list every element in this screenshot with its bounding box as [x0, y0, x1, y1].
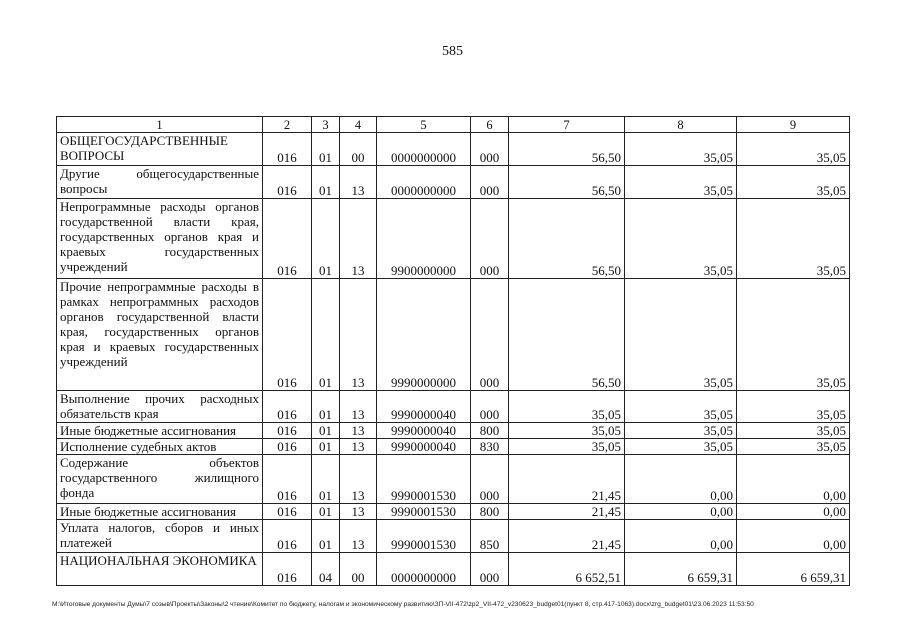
- row-c2: 016: [263, 520, 312, 553]
- header-col-1: 1: [57, 117, 263, 133]
- row-c4: 13: [340, 279, 377, 391]
- row-name: НАЦИОНАЛЬНАЯ ЭКОНОМИКА: [57, 553, 263, 586]
- page-number: 585: [442, 44, 463, 59]
- row-c9: 35,05: [737, 199, 850, 279]
- budget-table: [56, 116, 850, 586]
- row-c5: 9900000000: [377, 199, 471, 279]
- table-row: [57, 439, 850, 455]
- row-name: Уплата налогов, сборов и иных платежей: [57, 520, 263, 553]
- row-c5: 9990001530: [377, 455, 471, 504]
- row-c4: 13: [340, 199, 377, 279]
- row-c8: 35,05: [625, 423, 737, 439]
- row-name: Иные бюджетные ассигнования: [57, 504, 263, 520]
- row-c6: 800: [471, 423, 509, 439]
- header-col-7: 7: [509, 117, 625, 133]
- row-c4: 13: [340, 520, 377, 553]
- row-c6: 800: [471, 504, 509, 520]
- row-name: Иные бюджетные ассигнования: [57, 423, 263, 439]
- row-c3: 01: [312, 391, 340, 423]
- row-name: Выполнение прочих расходных обязательств края: [57, 391, 263, 423]
- row-c3: 01: [312, 133, 340, 166]
- row-c7: 56,50: [509, 166, 625, 199]
- row-c4: 13: [340, 423, 377, 439]
- row-name: Непрограммные расходы органов государственной власти края, государственных органов края и краевых государственных учреждений: [57, 199, 263, 279]
- table-row: [57, 520, 850, 553]
- row-c3: 04: [312, 553, 340, 586]
- row-c6: 000: [471, 391, 509, 423]
- row-c3: 01: [312, 423, 340, 439]
- row-c7: 56,50: [509, 199, 625, 279]
- row-c7: 21,45: [509, 504, 625, 520]
- row-c2: 016: [263, 199, 312, 279]
- row-c4: 13: [340, 391, 377, 423]
- row-c5: 9990000040: [377, 439, 471, 455]
- row-c8: 0,00: [625, 455, 737, 504]
- row-c7: 6 652,51: [509, 553, 625, 586]
- row-c2: 016: [263, 553, 312, 586]
- row-c8: 6 659,31: [625, 553, 737, 586]
- row-c3: 01: [312, 455, 340, 504]
- row-c8: 35,05: [625, 199, 737, 279]
- row-c2: 016: [263, 455, 312, 504]
- row-c2: 016: [263, 439, 312, 455]
- row-c9: 35,05: [737, 166, 850, 199]
- row-c4: 00: [340, 133, 377, 166]
- row-c6: 000: [471, 553, 509, 586]
- row-c6: 000: [471, 455, 509, 504]
- row-c9: 35,05: [737, 133, 850, 166]
- row-c9: 35,05: [737, 439, 850, 455]
- row-c7: 35,05: [509, 439, 625, 455]
- row-c8: 35,05: [625, 439, 737, 455]
- footer-file-path: M:\Итоговые документы Думы\7 созыв\Проекты\Законы\2 чтение\Комитет по бюджету, налогам и экономическому развитию\ЗП-VII-472\zp2_VII-472_v230623_budget01(пункт 8, стр.417-1063).docx\zrg_budget01\23.06.2023 11:53:50: [52, 601, 754, 608]
- row-c9: 0,00: [737, 520, 850, 553]
- row-c9: 35,05: [737, 279, 850, 391]
- row-name: Содержание объектов государственного жилищного фонда: [57, 455, 263, 504]
- header-col-9: 9: [737, 117, 850, 133]
- table-row: [57, 391, 850, 423]
- row-c5: 9990000040: [377, 391, 471, 423]
- row-name: Исполнение судебных актов: [57, 439, 263, 455]
- row-c7: 35,05: [509, 423, 625, 439]
- row-name: Другие общегосударственные вопросы: [57, 166, 263, 199]
- header-col-6: 6: [471, 117, 509, 133]
- row-c4: 00: [340, 553, 377, 586]
- row-c8: 35,05: [625, 279, 737, 391]
- row-c3: 01: [312, 166, 340, 199]
- row-c6: 850: [471, 520, 509, 553]
- row-c2: 016: [263, 391, 312, 423]
- row-c2: 016: [263, 166, 312, 199]
- table-row: [57, 199, 850, 279]
- header-col-4: 4: [340, 117, 377, 133]
- row-c2: 016: [263, 133, 312, 166]
- row-c4: 13: [340, 455, 377, 504]
- row-c7: 21,45: [509, 520, 625, 553]
- table-row: [57, 133, 850, 166]
- row-c6: 000: [471, 133, 509, 166]
- row-c4: 13: [340, 439, 377, 455]
- row-c8: 35,05: [625, 391, 737, 423]
- header-col-8: 8: [625, 117, 737, 133]
- row-c7: 35,05: [509, 391, 625, 423]
- row-c7: 21,45: [509, 455, 625, 504]
- row-name: ОБЩЕГОСУДАРСТВЕННЫЕ ВОПРОСЫ: [57, 133, 263, 166]
- row-c6: 000: [471, 199, 509, 279]
- row-name: Прочие непрограммные расходы в рамках непрограммных расходов органов государственной власти края, государственных органов края и краевых государственных учреждений: [57, 279, 263, 391]
- row-c9: 6 659,31: [737, 553, 850, 586]
- row-c5: 0000000000: [377, 553, 471, 586]
- row-c3: 01: [312, 439, 340, 455]
- row-c5: 9990000040: [377, 423, 471, 439]
- row-c5: 9990001530: [377, 504, 471, 520]
- header-col-3: 3: [312, 117, 340, 133]
- table-row: [57, 553, 850, 586]
- row-c2: 016: [263, 504, 312, 520]
- header-col-5: 5: [377, 117, 471, 133]
- row-c8: 0,00: [625, 504, 737, 520]
- row-c6: 000: [471, 279, 509, 391]
- row-c8: 0,00: [625, 520, 737, 553]
- row-c3: 01: [312, 504, 340, 520]
- row-c4: 13: [340, 166, 377, 199]
- row-c7: 56,50: [509, 133, 625, 166]
- table-row: [57, 455, 850, 504]
- row-c5: 9990000000: [377, 279, 471, 391]
- row-c5: 9990001530: [377, 520, 471, 553]
- row-c4: 13: [340, 504, 377, 520]
- row-c3: 01: [312, 279, 340, 391]
- table-row: [57, 166, 850, 199]
- row-c6: 830: [471, 439, 509, 455]
- row-c9: 0,00: [737, 455, 850, 504]
- table-row: [57, 279, 850, 391]
- header-col-2: 2: [263, 117, 312, 133]
- row-c7: 56,50: [509, 279, 625, 391]
- row-c3: 01: [312, 199, 340, 279]
- table-row: [57, 504, 850, 520]
- row-c8: 35,05: [625, 166, 737, 199]
- row-c2: 016: [263, 279, 312, 391]
- row-c9: 35,05: [737, 423, 850, 439]
- row-c2: 016: [263, 423, 312, 439]
- table-header-row: [57, 117, 850, 133]
- row-c6: 000: [471, 166, 509, 199]
- row-c9: 0,00: [737, 504, 850, 520]
- row-c8: 35,05: [625, 133, 737, 166]
- row-c5: 0000000000: [377, 166, 471, 199]
- table-row: [57, 423, 850, 439]
- row-c9: 35,05: [737, 391, 850, 423]
- row-c5: 0000000000: [377, 133, 471, 166]
- row-c3: 01: [312, 520, 340, 553]
